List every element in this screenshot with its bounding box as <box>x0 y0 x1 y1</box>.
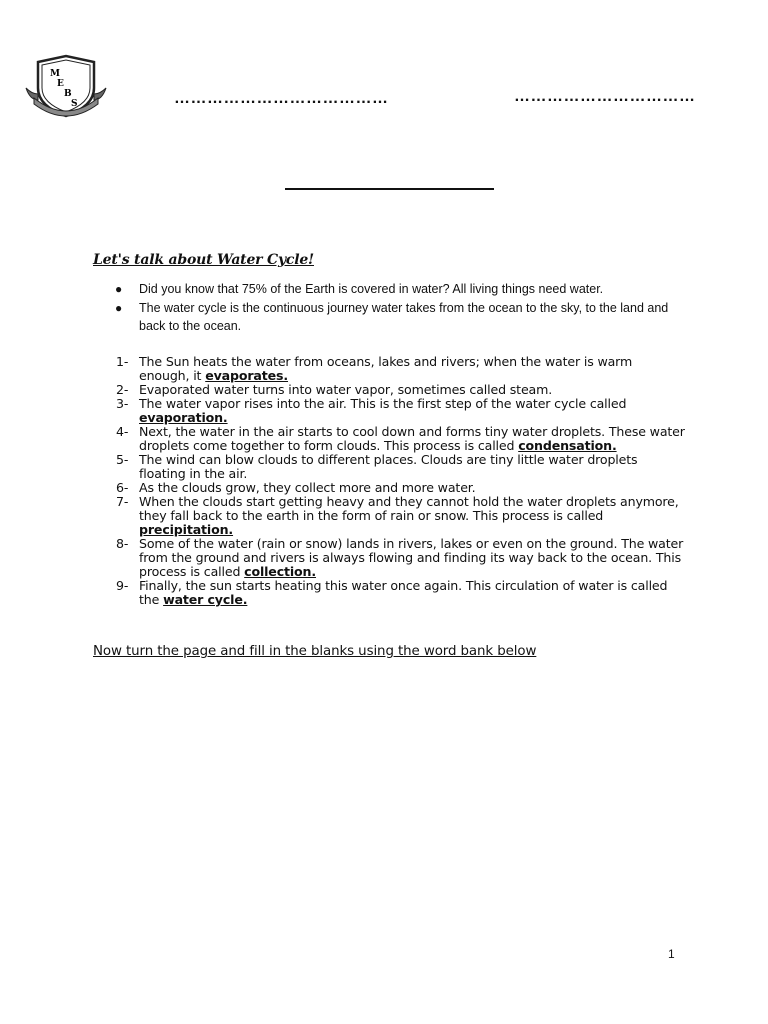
crest-letter-e: E <box>57 79 64 89</box>
step-number: 8- <box>116 536 129 551</box>
step-item: 4- Next, the water in the air starts to cool down and forms tiny water droplets. These water droplets come together to form clouds. This process is called condensation. <box>116 424 685 453</box>
step-number: 1- <box>116 354 129 369</box>
page-number: 1 <box>668 947 675 961</box>
step-keyword: condensation. <box>518 438 617 453</box>
step-item: 9- Finally, the sun starts heating this water once again. This circulation of water is called the water cycle. <box>116 578 668 607</box>
step-number: 3- <box>116 396 129 411</box>
step-keyword: evaporates. <box>205 368 289 383</box>
step-item: 2- Evaporated water turns into water vapor, sometimes called steam. <box>116 382 553 397</box>
step-keyword: evaporation. <box>139 410 228 425</box>
step-item: 7- When the clouds start getting heavy and they cannot hold the water droplets anymore, they fall back to the earth in the form of rain or snow. This process is called precipitation. <box>116 494 679 537</box>
step-item: 5- The wind can blow clouds to different places. Clouds are tiny little water droplets floating in the air. <box>116 452 638 481</box>
step-number: 4- <box>116 424 129 439</box>
bullet-item: ● The water cycle is the continuous journey water takes from the ocean to the sky, to the land and back to the ocean. <box>115 301 669 333</box>
crest-letter-b: B <box>64 89 72 99</box>
section-heading: Let's talk about Water Cycle! <box>93 252 314 268</box>
bullet-icon: ● <box>115 301 123 315</box>
intro-bullet-list <box>93 280 693 336</box>
step-item: 6- As the clouds grow, they collect more and more water. <box>116 480 476 495</box>
step-number: 7- <box>116 494 129 509</box>
school-crest-logo <box>24 54 108 122</box>
step-number: 2- <box>116 382 129 397</box>
step-item: 1- The Sun heats the water from oceans, lakes and rivers; when the water is warm enough, it evaporates. <box>116 354 633 383</box>
bullet-icon: ● <box>115 282 123 296</box>
step-number: 9- <box>116 578 129 593</box>
bullet-item: ● Did you know that 75% of the Earth is covered in water? All living things need water. <box>115 282 604 296</box>
name-blank[interactable]: ………………………………… <box>174 90 389 107</box>
step-number: 6- <box>116 480 129 495</box>
step-number: 5- <box>116 452 129 467</box>
title-blank-line[interactable] <box>285 188 494 190</box>
crest-letter-m: M <box>50 69 60 79</box>
instruction-text: Now turn the page and fill in the blanks using the word bank below <box>93 644 537 659</box>
crest-letter-s: S <box>71 99 78 109</box>
step-item: 3- The water vapor rises into the air. This is the first step of the water cycle called evaporation. <box>116 396 627 425</box>
water-cycle-steps <box>116 355 686 607</box>
step-keyword: collection. <box>244 564 317 579</box>
step-keyword: precipitation. <box>139 522 234 537</box>
date-blank[interactable]: …………………………… <box>514 88 696 105</box>
step-keyword: water cycle. <box>163 592 248 607</box>
step-item: 8- Some of the water (rain or snow) lands in rivers, lakes or even on the ground. The water from the ground and rivers is always flowing and finding its way back to the ocean. This process is called collection. <box>116 536 684 579</box>
